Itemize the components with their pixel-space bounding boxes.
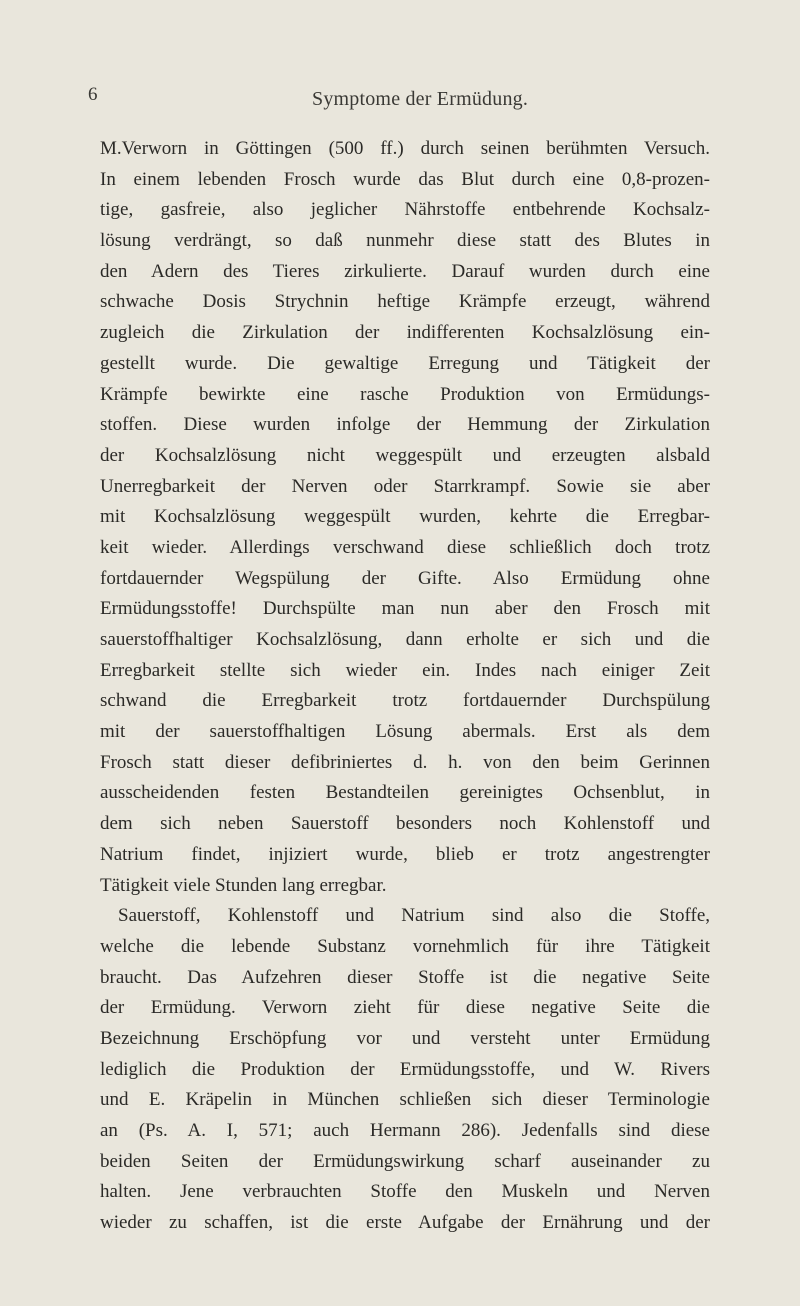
text-line: In einem lebenden Frosch wurde das Blut durch eine 0,8-prozen- (100, 168, 710, 190)
text-line: Ermüdungsstoffe! Durchspülte man nun aber den Frosch mit (100, 598, 710, 620)
text-line: Sauerstoff, Kohlenstoff und Natrium sind also die Stoffe, (118, 905, 710, 927)
text-line: der Kochsalzlösung nicht weggespült und erzeugten alsbald (100, 444, 710, 466)
text-line: fortdauernder Wegspülung der Gifte. Also Ermüdung ohne (100, 567, 710, 589)
text-line: stoffen. Diese wurden infolge der Hemmung der Zirkulation (100, 414, 710, 436)
running-head: Symptome der Ermüdung. (312, 88, 529, 110)
text-line: der Ermüdung. Verworn zieht für diese negative Seite die (100, 997, 710, 1019)
text-line: mit Kochsalzlösung weggespült wurden, kehrte die Erregbar- (100, 506, 710, 528)
text-line: zugleich die Zirkulation der indifferenten Kochsalzlösung ein- (100, 322, 710, 344)
text-line: tige, gasfreie, also jeglicher Nährstoffe entbehrende Kochsalz- (100, 199, 710, 221)
text-line: gestellt wurde. Die gewaltige Erregung und Tätigkeit der (100, 352, 710, 374)
text-line: Krämpfe bewirkte eine rasche Produktion von Ermüdungs- (100, 383, 710, 405)
text-line: Unerregbarkeit der Nerven oder Starrkrampf. Sowie sie aber (100, 475, 710, 497)
text-line: dem sich neben Sauerstoff besonders noch Kohlenstoff und (100, 813, 710, 835)
text-line: den Adern des Tieres zirkulierte. Darauf wurden durch eine (100, 260, 710, 282)
text-line: halten. Jene verbrauchten Stoffe den Muskeln und Nerven (100, 1181, 710, 1203)
text-line: braucht. Das Aufzehren dieser Stoffe ist die negative Seite (100, 966, 710, 988)
text-line: sauerstoffhaltiger Kochsalzlösung, dann erholte er sich und die (100, 629, 710, 650)
text-line: schwand die Erregbarkeit trotz fortdauernder Durchspülung (100, 690, 710, 712)
text-line: mit der sauerstoffhaltigen Lösung abermals. Erst als dem (100, 721, 710, 743)
text-line: und E. Kräpelin in München schließen sich dieser Terminologie (100, 1089, 710, 1111)
text-line: lösung verdrängt, so daß nunmehr diese statt des Blutes in (100, 230, 710, 252)
text-line: wieder zu schaffen, ist die erste Aufgabe der Ernährung und der (100, 1212, 710, 1234)
text-line: Tätigkeit viele Stunden lang erregbar. (100, 874, 387, 896)
page-number: 6 (88, 84, 98, 105)
page-header (0, 84, 800, 114)
text-line: keit wieder. Allerdings verschwand diese schließlich doch trotz (100, 536, 710, 558)
text-line: Frosch statt dieser defibriniertes d. h. von den beim Gerinnen (100, 751, 710, 773)
text-line: M.Verworn in Göttingen (500 ff.) durch seinen berühmten Versuch. (100, 138, 710, 159)
text-line: beiden Seiten der Ermüdungswirkung scharf auseinander zu (100, 1150, 710, 1172)
text-line: welche die lebende Substanz vornehmlich für ihre Tätigkeit (100, 935, 710, 957)
text-line: Bezeichnung Erschöpfung vor und versteht unter Ermüdung (100, 1027, 710, 1049)
body-text (100, 134, 710, 1239)
text-line: schwache Dosis Strychnin heftige Krämpfe erzeugt, während (100, 291, 710, 313)
text-line: Natrium findet, injiziert wurde, blieb er trotz angestrengter (100, 843, 710, 865)
text-line: lediglich die Produktion der Ermüdungsstoffe, und W. Rivers (100, 1058, 710, 1080)
text-line: an (Ps. A. I, 571; auch Hermann 286). Jedenfalls sind diese (100, 1120, 710, 1141)
text-line: Erregbarkeit stellte sich wieder ein. Indes nach einiger Zeit (100, 659, 710, 681)
text-line: ausscheidenden festen Bestandteilen gereinigtes Ochsenblut, in (100, 782, 710, 804)
